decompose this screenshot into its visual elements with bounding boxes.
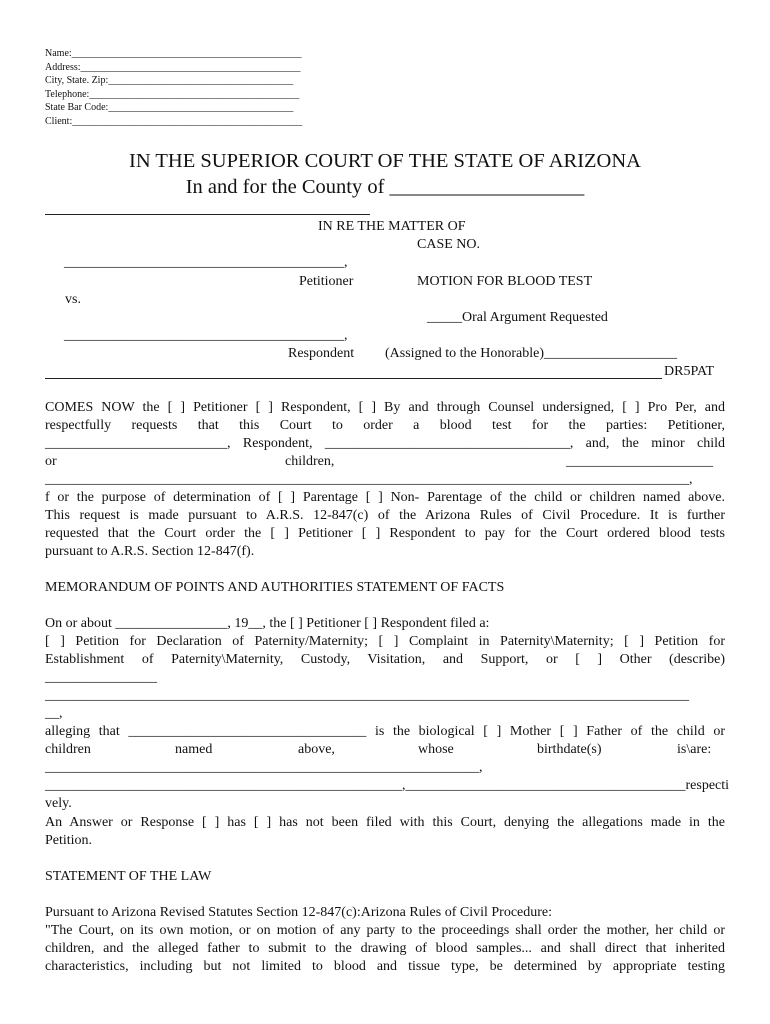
body-line: children, and the alleged father to submit to the drawing of blood samples... and shall direct that inherited: [45, 941, 725, 956]
body-line: This request is made pursuant to A.R.S. 12-847(c) of the Arizona Rules of Civil Procedure. It is further: [45, 508, 725, 523]
body-line: respectfully requests that this Court to order a blood test for the parties: Petitioner,: [45, 418, 725, 433]
body-line: [ ] Petition for Declaration of Paternity/Maternity; [ ] Complaint in Paternity\Maternity; [ ] Petition for: [45, 634, 725, 649]
body-line: COMES NOW the [ ] Petitioner [ ] Respondent, [ ] By and through Counsel undersigned, [ ] Pro Per, and: [45, 400, 725, 415]
court-title: IN THE SUPERIOR COURT OF THE STATE OF ARIZONA: [129, 150, 641, 172]
respondent-label: Respondent: [288, 346, 355, 361]
body-line: "The Court, on its own motion, or on motion of any party to the proceedings shall order the mother, her child or: [45, 923, 725, 938]
case-number-label: CASE NO.: [417, 237, 481, 252]
body-line: ________________: [45, 670, 157, 685]
form-code: DR5PAT: [664, 364, 715, 379]
body-line: f or the purpose of determination of [ ] Parentage [ ] Non- Parentage of the child or children named above.: [45, 490, 725, 505]
body-line: An Answer or Response [ ] has [ ] has not been filed with this Court, denying the allegations made in the: [45, 815, 725, 830]
body-word: children: [45, 742, 91, 757]
body-line: Pursuant to Arizona Revised Statutes Section 12-847(c):Arizona Rules of Civil Procedure:: [45, 905, 553, 920]
body-line: ___________________________________________________,________________________________________respecti: [45, 778, 730, 793]
body-line: pursuant to A.R.S. Section 12-847(f).: [45, 544, 255, 559]
body-word: is\are:: [677, 742, 712, 757]
petitioner-name-line: ________________________________________,: [64, 255, 348, 270]
attorney-name-field: Name:______________________________________________: [45, 48, 302, 59]
court-county: In and for the County of ___________________: [185, 176, 585, 198]
body-line: __________________________, Respondent, ___________________________________, and, the minor child: [45, 436, 725, 451]
motion-title: MOTION FOR BLOOD TEST: [417, 274, 593, 289]
body-word: birthdate(s): [537, 742, 602, 757]
respondent-name-line: ________________________________________,: [64, 328, 348, 343]
body-word: whose: [418, 742, 454, 757]
caption-matter: IN RE THE MATTER OF: [318, 219, 466, 234]
body-line: ____________________________________________________________________________________________: [45, 688, 689, 703]
petitioner-label: Petitioner: [299, 274, 354, 289]
body-line: vely.: [45, 796, 72, 811]
body-line: ____________________________________________________________________________________________,: [45, 472, 693, 487]
attorney-telephone-field: Telephone:__________________________________________: [45, 89, 300, 100]
body-line: alleging that __________________________________ is the biological [ ] Mother [ ] Father of the child or: [45, 724, 725, 739]
body-line: requested that the Court order the [ ] Petitioner [ ] Respondent to pay for the Court ordered blood tests: [45, 526, 725, 541]
body-line: or: [45, 454, 57, 469]
attorney-client-field: Client:______________________________________________: [45, 116, 303, 127]
memorandum-heading: MEMORANDUM OF POINTS AND AUTHORITIES STATEMENT OF FACTS: [45, 580, 505, 595]
attorney-city-field: City, State. Zip:_____________________________________: [45, 75, 294, 86]
versus-label: vs.: [65, 292, 81, 307]
attorney-address-field: Address:____________________________________________: [45, 62, 301, 73]
body-line: children,: [285, 454, 335, 469]
body-line: _____________________: [566, 454, 713, 469]
law-heading: STATEMENT OF THE LAW: [45, 869, 212, 884]
body-word: above,: [298, 742, 335, 757]
body-line: Establishment of Paternity\Maternity, Custody, Visitation, and Support, or [ ] Other (describe): [45, 652, 725, 667]
body-line: characteristics, including but not limited to blood and tissue type, be determined by appropriate testing: [45, 959, 725, 974]
body-line: Petition.: [45, 833, 93, 848]
oral-argument-line: _____Oral Argument Requested: [427, 310, 608, 325]
caption-divider-top: [45, 214, 370, 215]
attorney-bar-code-field: State Bar Code:_____________________________________: [45, 102, 294, 113]
body-line: __,: [45, 706, 63, 721]
assigned-judge-line: (Assigned to the Honorable)___________________: [385, 346, 678, 361]
body-line: On or about ________________, 19__, the [ ] Petitioner [ ] Respondent filed a:: [45, 616, 490, 631]
body-line: ______________________________________________________________,: [45, 760, 483, 775]
caption-divider-bottom: [45, 378, 662, 379]
body-word: named: [175, 742, 213, 757]
